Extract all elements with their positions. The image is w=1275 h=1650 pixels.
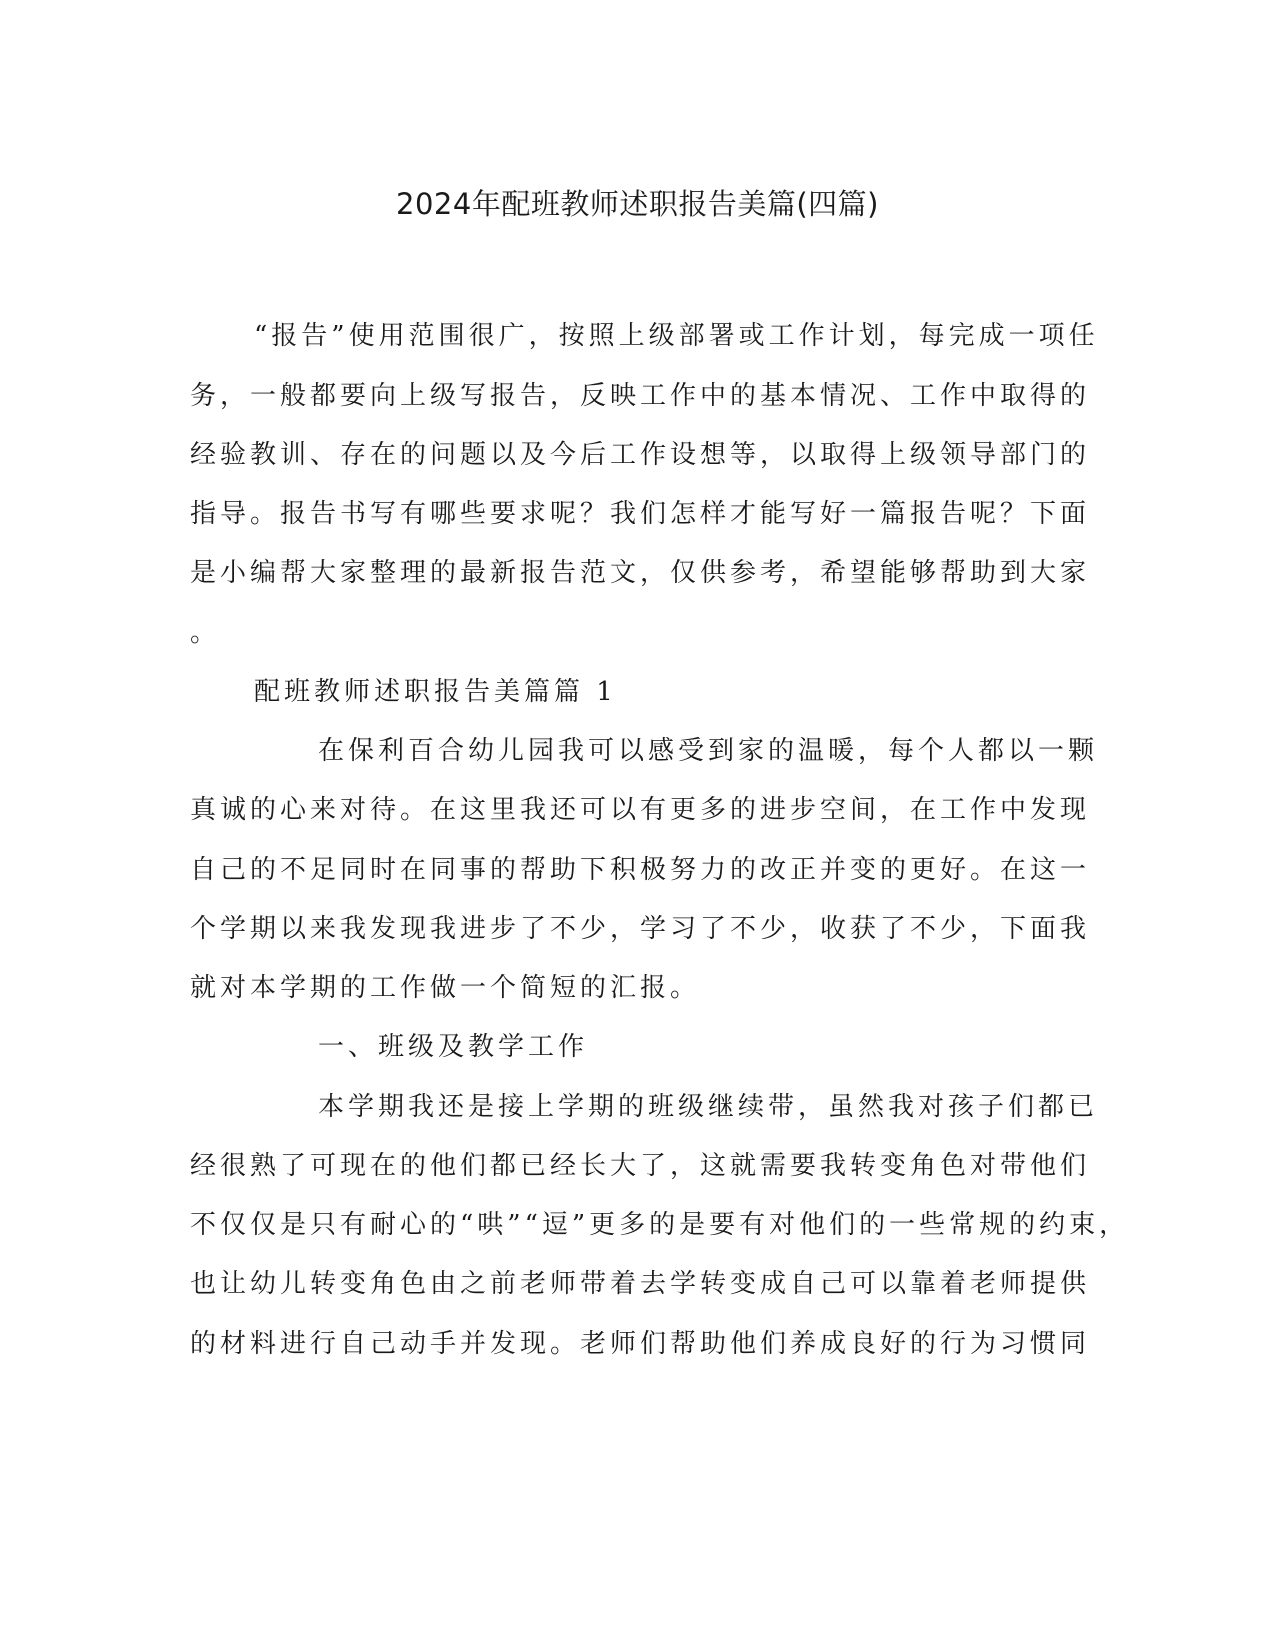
paragraph-line: 真诚的心来对待。在这里我还可以有更多的进步空间，在工作中发现 (190, 795, 1091, 825)
intro-line: “报告”使用范围很广，按照上级部署或工作计划，每完成一项任 (254, 321, 1099, 351)
document-title: 2024年配班教师述职报告美篇(四篇) (396, 187, 879, 221)
paragraph-line: 在保利百合幼儿园我可以感受到家的温暖，每个人都以一颗 (318, 736, 1099, 766)
paragraph-line: 的材料进行自己动手并发现。老师们帮助他们养成良好的行为习惯同 (190, 1329, 1091, 1359)
paragraph-line: 不仅仅是只有耐心的“哄”“逗”更多的是要有对他们的一些常规的约束， (190, 1210, 1130, 1240)
intro-line: 务，一般都要向上级写报告，反映工作中的基本情况、工作中取得的 (190, 381, 1091, 411)
section-heading: 配班教师述职报告美篇篇 1 (254, 677, 617, 707)
intro-line: 指导。报告书写有哪些要求呢？我们怎样才能写好一篇报告呢？下面 (190, 499, 1091, 529)
paragraph-line: 个学期以来我发现我进步了不少，学习了不少，收获了不少，下面我 (190, 914, 1091, 944)
paragraph-line: 也让幼儿转变角色由之前老师带着去学转变成自己可以靠着老师提供 (190, 1269, 1091, 1299)
paragraph-line: 经很熟了可现在的他们都已经长大了，这就需要我转变角色对带他们 (190, 1151, 1091, 1181)
intro-line: 。 (190, 618, 221, 648)
intro-line: 是小编帮大家整理的最新报告范文，仅供参考，希望能够帮助到大家 (190, 558, 1091, 588)
paragraph-line: 自己的不足同时在同事的帮助下积极努力的改正并变的更好。在这一 (190, 855, 1091, 885)
subheading: 一、班级及教学工作 (318, 1032, 589, 1062)
intro-line: 经验教训、存在的问题以及今后工作设想等，以取得上级领导部门的 (190, 440, 1091, 470)
paragraph-line: 就对本学期的工作做一个简短的汇报。 (190, 973, 701, 1003)
paragraph-line: 本学期我还是接上学期的班级继续带，虽然我对孩子们都已 (318, 1092, 1099, 1122)
